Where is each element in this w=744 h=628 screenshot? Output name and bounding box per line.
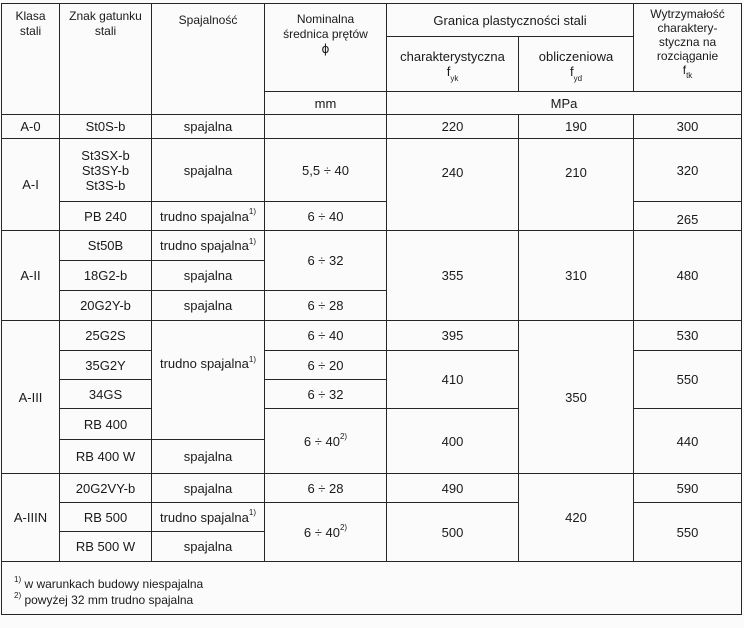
a3-gatunek1: 25G2S — [60, 321, 152, 351]
a3n-fyk1: 490 — [387, 474, 519, 503]
a2-spaj1-fn: 1) — [248, 236, 257, 246]
header-wytrz-symbol — [636, 63, 739, 81]
a3-klasa: A-III — [2, 321, 60, 474]
a3-sred2: 6 ÷ 20 — [265, 351, 387, 380]
a2-spaj2: spajalna — [152, 261, 265, 291]
a3-ftk23: 550 — [634, 351, 742, 409]
a1-ftk2: 265 — [634, 202, 742, 231]
a0-gatunek: St0S-b — [60, 115, 152, 139]
a3n-spaj2-text: trudno spajalna — [159, 509, 249, 525]
a3n-spaj1: spajalna — [152, 474, 265, 503]
header-srednica-line1: Nominalna — [296, 12, 355, 26]
a2-spaj1-text: trudno spajalna — [159, 238, 249, 253]
a3n-spaj2 — [152, 503, 265, 532]
a3n-gatunek3: RB 500 W — [60, 532, 152, 562]
header-wytrz-line1: Wytrzymałość — [650, 7, 725, 21]
a1-gatunek1-l3: St3S-b — [85, 177, 126, 193]
a2-gatunek1: St50B — [60, 231, 152, 261]
a2-sred12: 6 ÷ 32 — [265, 231, 387, 291]
a1-gatunek1-l1: St3SX-b — [81, 147, 130, 163]
a3-fyk23: 410 — [387, 351, 519, 409]
a2-gatunek2: 18G2-b — [60, 261, 152, 291]
header-srednica — [265, 4, 387, 92]
a1-sred1: 5,5 ÷ 40 — [265, 139, 387, 202]
header-wytrzymalosc — [634, 4, 742, 92]
a3-spaj-group-fn: 1) — [248, 354, 257, 364]
a0-srednica — [265, 115, 387, 139]
a3-sred45 — [265, 409, 387, 474]
unit-mpa: MPa — [387, 92, 742, 115]
char-symbol-f: f — [446, 64, 451, 79]
char-symbol-sub: yk — [450, 73, 459, 83]
a3-sred45-fn: 2) — [339, 432, 348, 442]
a3-spaj-group — [152, 321, 265, 440]
header-char-symbol — [389, 64, 516, 83]
a1-spaj1: spajalna — [152, 139, 265, 202]
header-spajalnosc — [152, 4, 265, 115]
wytrz-symbol-sub: tk — [686, 71, 693, 81]
a0-fyd: 190 — [519, 115, 634, 139]
a3n-spaj2-fn: 1) — [248, 508, 257, 518]
footnote-1-text: w warunkach budowy niespajalna — [21, 577, 204, 591]
footnote-1 — [14, 576, 729, 592]
a3n-spaj3: spajalna — [152, 532, 265, 562]
a3-ftk45: 440 — [634, 409, 742, 474]
a3-sred45-text: 6 ÷ 40 — [303, 433, 340, 449]
header-wytrz-line2: charaktery- — [657, 21, 718, 35]
a1-fyk: 240 — [387, 139, 519, 231]
a1-fyd: 210 — [519, 139, 634, 231]
header-obliczeniowa — [519, 37, 634, 92]
a3-gatunek2: 35G2Y — [60, 351, 152, 380]
header-spajalnosc-label: Spajalność — [178, 13, 238, 27]
a1-gatunek2: PB 240 — [60, 202, 152, 231]
a1-gatunek1-l2: St3SY-b — [81, 162, 130, 178]
a1-spaj2-fn: 1) — [248, 207, 257, 217]
footnote-1-mark: 1) — [14, 575, 22, 584]
a3n-sred23 — [265, 503, 387, 562]
a1-ftk1: 320 — [634, 139, 742, 202]
a1-sred2: 6 ÷ 40 — [265, 202, 387, 231]
a1-gatunek1 — [60, 139, 152, 202]
a1-spaj2 — [152, 202, 265, 231]
a3-fyk1: 395 — [387, 321, 519, 351]
a2-klasa: A-II — [2, 231, 60, 321]
header-wytrz-line3: styczna na — [658, 35, 717, 49]
a2-sred3: 6 ÷ 28 — [265, 291, 387, 321]
a3n-sred1: 6 ÷ 28 — [265, 474, 387, 503]
a3n-klasa: A-IIIN — [2, 474, 60, 562]
a3n-ftk23: 550 — [634, 503, 742, 562]
footnote-2 — [14, 592, 729, 608]
a0-fyk: 220 — [387, 115, 519, 139]
header-znak-gatunku: Znak gatunku stali — [60, 4, 152, 115]
footnote-2-mark: 2) — [14, 591, 22, 600]
a2-fyk: 355 — [387, 231, 519, 321]
a3n-gatunek2: RB 500 — [60, 503, 152, 532]
a3-gatunek5: RB 400 W — [60, 440, 152, 474]
a3n-gatunek1: 20G2VY-b — [60, 474, 152, 503]
a3-sred3: 6 ÷ 32 — [265, 380, 387, 409]
a3-gatunek4: RB 400 — [60, 409, 152, 440]
a3-spaj5: spajalna — [152, 440, 265, 474]
unit-mm: mm — [265, 92, 387, 115]
footnote-2-text: powyżej 32 mm trudno spajalna — [21, 593, 194, 607]
header-charakterystyczna — [387, 37, 519, 92]
a3n-ftk1: 590 — [634, 474, 742, 503]
steel-properties-table — [1, 3, 742, 615]
a0-klasa: A-0 — [2, 115, 60, 139]
a2-ftk: 480 — [634, 231, 742, 321]
obl-symbol-f: f — [569, 64, 574, 79]
a3n-sred23-text: 6 ÷ 40 — [303, 524, 340, 540]
a2-fyd: 310 — [519, 231, 634, 321]
a2-gatunek3: 20G2Y-b — [60, 291, 152, 321]
footnotes — [2, 562, 742, 615]
a3-sred1: 6 ÷ 40 — [265, 321, 387, 351]
a3n-fyk23: 500 — [387, 503, 519, 562]
a3-spaj-group-text: trudno spajalna — [159, 356, 249, 371]
a0-spajalnosc: spajalna — [152, 115, 265, 139]
a3-gatunek3: 34GS — [60, 380, 152, 409]
a3-fyd: 350 — [519, 321, 634, 474]
a3-ftk1: 530 — [634, 321, 742, 351]
header-wytrz-line4: rozciąganie — [656, 49, 719, 63]
a1-spaj2-text: trudno spajalna — [159, 208, 249, 224]
a2-spaj3: spajalna — [152, 291, 265, 321]
a1-klasa: A-I — [2, 139, 60, 231]
obl-symbol-sub: yd — [573, 73, 583, 83]
a0-ftk: 300 — [634, 115, 742, 139]
header-srednica-phi: ϕ — [321, 42, 330, 56]
wytrz-symbol-f: f — [682, 63, 687, 77]
header-obl-label: obliczeniowa — [538, 49, 614, 64]
header-klasa-stali: Klasa stali — [2, 4, 60, 115]
a3n-fyd: 420 — [519, 474, 634, 562]
header-srednica-line2: średnica prętów — [283, 27, 368, 41]
a2-spaj1 — [152, 231, 265, 261]
a3-fyk45: 400 — [387, 409, 519, 474]
header-char-label: charakterystyczna — [400, 49, 505, 64]
a3n-sred23-fn: 2) — [339, 523, 348, 533]
header-granica-plastycznosci: Granica plastyczności stali — [387, 4, 634, 37]
header-obl-symbol — [521, 64, 631, 83]
